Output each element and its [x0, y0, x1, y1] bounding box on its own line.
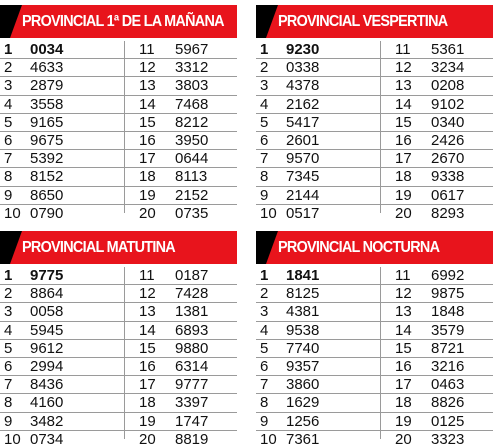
- position: 9: [260, 412, 269, 430]
- position: 3: [260, 303, 269, 321]
- winning-number: 0735: [175, 204, 209, 222]
- panel-title: PROVINCIAL 1ª DE LA MAÑANA: [22, 13, 224, 30]
- position: 4: [4, 321, 13, 339]
- table-row: [0, 41, 237, 59]
- position: 19: [395, 412, 412, 430]
- table-row: [256, 114, 493, 132]
- panel-header: [256, 5, 493, 38]
- winning-number: 5361: [431, 41, 465, 58]
- position: 7: [4, 376, 13, 394]
- position: 2: [4, 285, 13, 303]
- table-row: [256, 77, 493, 95]
- winning-number: 8826: [431, 394, 465, 412]
- position: 11: [395, 41, 411, 58]
- winning-number: 9880: [175, 339, 209, 357]
- table-row: [0, 376, 237, 394]
- winning-number: 9675: [30, 131, 64, 149]
- winning-number: 6314: [175, 357, 209, 375]
- position: 16: [395, 357, 412, 375]
- position: 3: [260, 77, 269, 95]
- table-row: [0, 132, 237, 150]
- table-row: [0, 114, 237, 132]
- winning-number: 0187: [175, 267, 209, 284]
- position: 8: [260, 394, 269, 412]
- position: 7: [4, 150, 13, 168]
- position: 9: [260, 186, 269, 204]
- table-row: [0, 96, 237, 114]
- table-row: [256, 303, 493, 321]
- table-row: [0, 322, 237, 340]
- position: 13: [139, 303, 156, 321]
- table-row: [256, 41, 493, 59]
- position: 14: [139, 321, 156, 339]
- position: 19: [139, 412, 156, 430]
- winning-number: 9570: [286, 150, 320, 168]
- position: 6: [260, 131, 269, 149]
- table-row: [0, 168, 237, 186]
- panel-title: PROVINCIAL NOCTURNA: [278, 239, 440, 256]
- winning-number: 4381: [286, 303, 320, 321]
- winning-number: 3579: [431, 321, 465, 339]
- table-row: [256, 59, 493, 77]
- winning-number: 2144: [286, 186, 320, 204]
- winning-number: 4633: [30, 59, 64, 77]
- results-table: [256, 267, 493, 448]
- winning-number: 8436: [30, 376, 64, 394]
- winning-number: 3950: [175, 131, 209, 149]
- winning-number: 3323: [431, 430, 465, 448]
- winning-number: 0338: [286, 59, 320, 77]
- winning-number: 2601: [286, 131, 320, 149]
- panel-header: [0, 5, 237, 38]
- winning-number: 1629: [286, 394, 320, 412]
- winning-number: 0058: [30, 303, 64, 321]
- position: 20: [395, 204, 412, 222]
- winning-number: 0644: [175, 150, 209, 168]
- position: 8: [4, 394, 13, 412]
- winning-number: 9777: [175, 376, 209, 394]
- position: 10: [4, 204, 21, 222]
- winning-number: 9165: [30, 113, 64, 131]
- table-row: [0, 340, 237, 358]
- winning-number: 3397: [175, 394, 209, 412]
- position: 2: [260, 285, 269, 303]
- winning-number: 8650: [30, 186, 64, 204]
- winning-number: 3234: [431, 59, 465, 77]
- table-row: [256, 132, 493, 150]
- winning-number: 9775: [30, 267, 64, 284]
- panel-provincial-vespertina: [256, 0, 493, 222]
- table-row: [0, 358, 237, 376]
- position: 1: [4, 267, 13, 284]
- position: 16: [139, 357, 156, 375]
- position: 11: [139, 267, 155, 284]
- winning-number: 9338: [431, 168, 465, 186]
- table-row: [256, 413, 493, 431]
- panel-provincial-matutina: [0, 226, 237, 448]
- results-table: [0, 267, 237, 448]
- position: 20: [139, 430, 156, 448]
- position: 10: [260, 430, 277, 448]
- position: 12: [395, 59, 412, 77]
- table-row: [256, 431, 493, 448]
- position: 8: [4, 168, 13, 186]
- winning-number: 6893: [175, 321, 209, 339]
- position: 20: [139, 204, 156, 222]
- winning-number: 2162: [286, 95, 320, 113]
- winning-number: 9102: [431, 95, 465, 113]
- table-row: [0, 187, 237, 205]
- position: 4: [260, 321, 269, 339]
- table-row: [256, 96, 493, 114]
- position: 15: [395, 339, 412, 357]
- panel-title: PROVINCIAL VESPERTINA: [278, 13, 448, 30]
- position: 10: [4, 430, 21, 448]
- winning-number: 7428: [175, 285, 209, 303]
- table-row: [256, 358, 493, 376]
- results-table: [0, 41, 237, 222]
- position: 5: [4, 339, 13, 357]
- winning-number: 0617: [431, 186, 465, 204]
- position: 2: [260, 59, 269, 77]
- position: 19: [139, 186, 156, 204]
- panel-header: [256, 231, 493, 264]
- table-row: [0, 431, 237, 448]
- position: 8: [260, 168, 269, 186]
- winning-number: 1848: [431, 303, 465, 321]
- position: 13: [395, 77, 412, 95]
- winning-number: 1841: [286, 267, 320, 284]
- position: 5: [260, 339, 269, 357]
- position: 12: [139, 285, 156, 303]
- position: 9: [4, 412, 13, 430]
- winning-number: 0125: [431, 412, 465, 430]
- winning-number: 2994: [30, 357, 64, 375]
- position: 17: [139, 150, 156, 168]
- winning-number: 6992: [431, 267, 465, 284]
- winning-number: 3216: [431, 357, 465, 375]
- position: 15: [395, 113, 412, 131]
- position: 1: [4, 41, 13, 58]
- winning-number: 5945: [30, 321, 64, 339]
- position: 18: [395, 394, 412, 412]
- panel-provincial-primera-manana: [0, 0, 237, 222]
- position: 16: [395, 131, 412, 149]
- position: 15: [139, 113, 156, 131]
- winning-number: 4160: [30, 394, 64, 412]
- winning-number: 1747: [175, 412, 209, 430]
- table-row: [256, 267, 493, 285]
- winning-number: 2152: [175, 186, 209, 204]
- panel-header: [0, 231, 237, 264]
- winning-number: 8864: [30, 285, 64, 303]
- position: 11: [139, 41, 155, 58]
- position: 15: [139, 339, 156, 357]
- position: 9: [4, 186, 13, 204]
- position: 12: [139, 59, 156, 77]
- winning-number: 9612: [30, 339, 64, 357]
- winning-number: 7345: [286, 168, 320, 186]
- table-row: [0, 285, 237, 303]
- position: 18: [139, 394, 156, 412]
- winning-number: 4378: [286, 77, 320, 95]
- winning-number: 5967: [175, 41, 209, 58]
- position: 14: [139, 95, 156, 113]
- position: 7: [260, 376, 269, 394]
- position: 3: [4, 77, 13, 95]
- winning-number: 3860: [286, 376, 320, 394]
- table-row: [0, 77, 237, 95]
- position: 14: [395, 95, 412, 113]
- position: 5: [4, 113, 13, 131]
- winning-number: 2670: [431, 150, 465, 168]
- position: 1: [260, 267, 269, 284]
- position: 16: [139, 131, 156, 149]
- winning-number: 9357: [286, 357, 320, 375]
- winning-number: 0517: [286, 204, 320, 222]
- winning-number: 1256: [286, 412, 320, 430]
- winning-number: 5392: [30, 150, 64, 168]
- winning-number: 8113: [175, 168, 208, 186]
- winning-number: 0463: [431, 376, 465, 394]
- table-row: [0, 59, 237, 77]
- winning-number: 8152: [30, 168, 64, 186]
- winning-number: 3482: [30, 412, 64, 430]
- position: 4: [260, 95, 269, 113]
- winning-number: 3558: [30, 95, 64, 113]
- winning-number: 9230: [286, 41, 320, 58]
- winning-number: 8125: [286, 285, 320, 303]
- position: 2: [4, 59, 13, 77]
- position: 17: [395, 376, 412, 394]
- table-row: [0, 413, 237, 431]
- winning-number: 8212: [175, 113, 209, 131]
- winning-number: 0790: [30, 204, 64, 222]
- position: 7: [260, 150, 269, 168]
- winning-number: 7468: [175, 95, 209, 113]
- position: 20: [395, 430, 412, 448]
- table-row: [256, 150, 493, 168]
- winning-number: 3312: [175, 59, 209, 77]
- position: 13: [139, 77, 156, 95]
- winning-number: 0208: [431, 77, 465, 95]
- winning-number: 0340: [431, 113, 465, 131]
- winning-number: 0034: [30, 41, 64, 58]
- position: 6: [260, 357, 269, 375]
- winning-number: 9875: [431, 285, 465, 303]
- table-row: [256, 187, 493, 205]
- position: 13: [395, 303, 412, 321]
- winning-number: 1381: [175, 303, 209, 321]
- position: 18: [139, 168, 156, 186]
- winning-number: 2426: [431, 131, 465, 149]
- panel-title: PROVINCIAL MATUTINA: [22, 239, 175, 256]
- winning-number: 8293: [431, 204, 465, 222]
- position: 12: [395, 285, 412, 303]
- table-row: [256, 322, 493, 340]
- winning-number: 2879: [30, 77, 64, 95]
- table-row: [256, 205, 493, 222]
- winning-number: 5417: [286, 113, 320, 131]
- table-row: [256, 285, 493, 303]
- winning-number: 3803: [175, 77, 209, 95]
- table-row: [256, 376, 493, 394]
- position: 17: [395, 150, 412, 168]
- position: 14: [395, 321, 412, 339]
- table-row: [0, 267, 237, 285]
- results-table: [256, 41, 493, 222]
- panel-provincial-nocturna: [256, 226, 493, 448]
- winning-number: 8721: [431, 339, 465, 357]
- winning-number: 0734: [30, 430, 64, 448]
- winning-number: 7361: [286, 430, 320, 448]
- position: 18: [395, 168, 412, 186]
- table-row: [0, 205, 237, 222]
- table-row: [256, 168, 493, 186]
- position: 4: [4, 95, 13, 113]
- position: 6: [4, 131, 13, 149]
- winning-number: 9538: [286, 321, 320, 339]
- position: 6: [4, 357, 13, 375]
- winning-number: 8819: [175, 430, 209, 448]
- position: 17: [139, 376, 156, 394]
- table-row: [0, 394, 237, 412]
- position: 5: [260, 113, 269, 131]
- position: 10: [260, 204, 277, 222]
- table-row: [0, 303, 237, 321]
- table-row: [256, 340, 493, 358]
- position: 3: [4, 303, 13, 321]
- winning-number: 7740: [286, 339, 320, 357]
- position: 11: [395, 267, 411, 284]
- position: 19: [395, 186, 412, 204]
- position: 1: [260, 41, 269, 58]
- table-row: [0, 150, 237, 168]
- table-row: [256, 394, 493, 412]
